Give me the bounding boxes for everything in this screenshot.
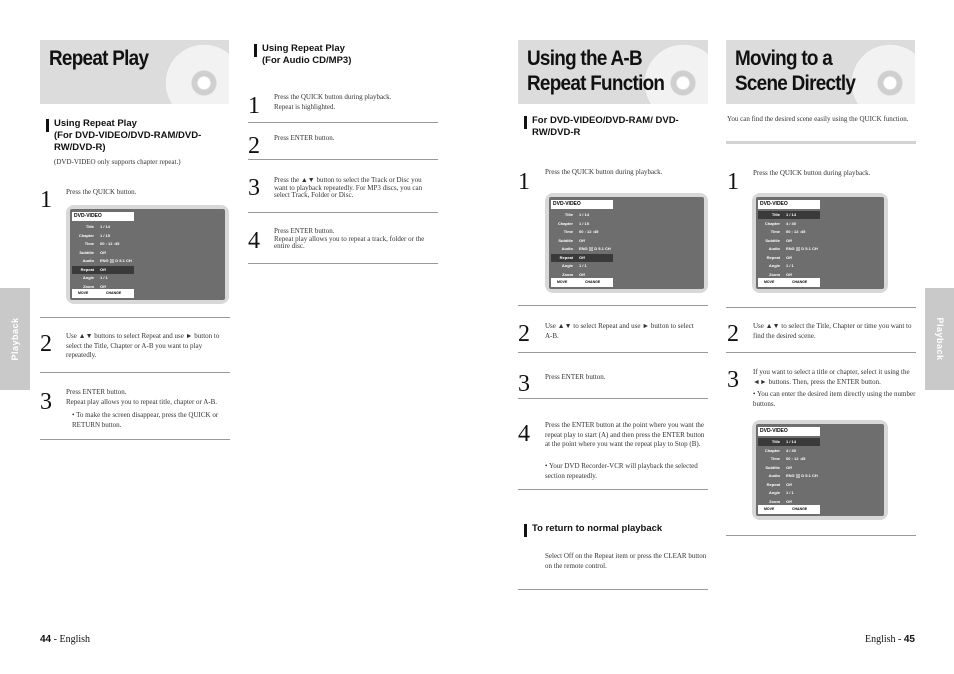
osd-header: DVD-VIDEO xyxy=(758,427,820,436)
osd-row-value: Off xyxy=(786,237,792,243)
page-number: 45 xyxy=(903,634,915,645)
osd-row xyxy=(758,447,820,455)
step-number: 2 xyxy=(518,321,530,347)
osd-row-value: ENG ▯▯ D 5.1 CH xyxy=(786,473,818,478)
section-note: (DVD-VIDEO only supports chapter repeat.) xyxy=(54,158,181,166)
osd-header: DVD-VIDEO xyxy=(758,200,820,209)
osd-row-value: Off xyxy=(100,283,106,289)
divider xyxy=(40,439,230,440)
page-title: Using the A-B Repeat Function xyxy=(527,47,665,95)
osd-header: DVD-VIDEO xyxy=(72,212,134,221)
divider xyxy=(726,141,916,144)
osd-row-value: 1 / 15 xyxy=(100,232,111,238)
divider xyxy=(248,122,438,123)
osd-row xyxy=(551,211,613,219)
step-number: 3 xyxy=(518,371,530,397)
osd-row-label: Subtitle xyxy=(558,237,573,243)
osd-row-label: Title xyxy=(771,212,780,217)
osd-row-label: Title xyxy=(564,212,573,217)
osd-row xyxy=(551,245,613,253)
osd-row-value: 4 / 40 xyxy=(786,220,797,226)
disc-graphic-icon xyxy=(165,44,229,104)
osd-row-label: Repeat xyxy=(80,266,94,272)
divider xyxy=(726,535,916,536)
osd-row-label: Time xyxy=(84,241,94,246)
step-text: Press ENTER button. xyxy=(274,134,335,142)
page-header-ab-repeat xyxy=(518,40,708,104)
osd-screen xyxy=(756,197,884,289)
osd-row-value: ENG ▯▯ D 5.1 CH xyxy=(579,246,611,251)
divider xyxy=(726,352,916,353)
divider xyxy=(40,372,230,373)
osd-row-label: Repeat xyxy=(766,254,780,260)
osd-row-value: 1 / 14 xyxy=(786,212,797,217)
osd-footer-change: CHANGE xyxy=(792,507,808,511)
osd-row-label: Repeat xyxy=(766,481,780,487)
osd-row-label: Angle xyxy=(768,263,780,268)
osd-row-label: Zoom xyxy=(769,498,780,504)
osd-row-value: 1 / 1 xyxy=(100,275,108,280)
osd-row-label: Chapter xyxy=(764,447,780,453)
osd-row-label: Audio xyxy=(768,246,780,251)
osd-row-value: 1 / 1 xyxy=(786,490,794,495)
side-tab-playback xyxy=(0,288,30,390)
osd-row-value: 00 : 12 :45 xyxy=(579,229,599,234)
osd-row-value: 1 / 1 xyxy=(786,263,794,268)
quick-menu-screenshot xyxy=(752,420,888,520)
osd-row-label: Audio xyxy=(82,258,94,263)
osd-row-label: Title xyxy=(85,224,94,229)
step-text: Press the QUICK button during playback. xyxy=(753,169,871,177)
footer-language: - English xyxy=(51,634,91,645)
section-heading: To return to normal playback xyxy=(532,523,663,534)
osd-footer xyxy=(551,278,613,287)
osd-row-label: Zoom xyxy=(83,283,94,289)
section-heading: For DVD-VIDEO/DVD-RAM/ DVD-RW/DVD-R xyxy=(532,115,702,139)
osd-footer-move: MOVE xyxy=(764,280,775,284)
step-text: Press the QUICK button. xyxy=(66,188,137,196)
osd-row-label: Subtitle xyxy=(79,249,94,255)
return-text: Select Off on the Repeat item or press the CLEAR button on the remote control. xyxy=(545,552,707,570)
osd-row xyxy=(758,472,820,480)
osd-row-value: 1 / 14 xyxy=(786,439,797,444)
divider xyxy=(518,305,708,306)
osd-footer-change: CHANGE xyxy=(792,280,808,284)
osd-row xyxy=(72,266,134,274)
step-number: 3 xyxy=(40,389,52,415)
page-title: Repeat Play xyxy=(49,47,149,70)
step-text: Press the QUICK button during playback. Repeat is highlighted. xyxy=(274,93,392,111)
osd-screen xyxy=(549,197,704,289)
osd-row-value: Off xyxy=(579,271,585,277)
osd-row-label: Time xyxy=(770,456,780,461)
osd-row-value: 1 / 1 xyxy=(579,263,587,268)
osd-row-label: Angle xyxy=(768,490,780,495)
osd-row-value: 00 : 12 :45 xyxy=(786,456,806,461)
step-text: Use ▲▼ buttons to select Repeat and use ► button to select the Title, Chapter or A-B you want to play repeatedly. xyxy=(66,332,220,359)
quick-menu-screenshot xyxy=(752,193,888,293)
osd-row-label: Chapter xyxy=(557,220,573,226)
divider xyxy=(248,212,438,213)
step-bullet: • Your DVD Recorder-VCR will playback the selected section repeatedly. xyxy=(545,462,698,480)
osd-row-value: Off xyxy=(579,254,585,260)
osd-row-value: 1 / 14 xyxy=(100,224,111,229)
osd-row-value: Off xyxy=(786,481,792,487)
osd-row-label: Angle xyxy=(561,263,573,268)
step-number: 1 xyxy=(727,169,739,195)
section-heading: Using Repeat Play (For DVD-VIDEO/DVD-RAM/DVD-RW/DVD-R) xyxy=(54,118,229,154)
page-number: 44 xyxy=(40,634,52,645)
osd-row xyxy=(758,262,820,270)
osd-row xyxy=(72,223,134,231)
osd-row-value: Off xyxy=(786,254,792,260)
osd-footer-move: MOVE xyxy=(557,280,568,284)
step-text: Press ENTER button. Repeat play allows you to repeat a track, folder or the entire disc. xyxy=(274,227,425,250)
section-heading: Using Repeat Play (For Audio CD/MP3) xyxy=(262,43,352,66)
osd-row-label: Chapter xyxy=(764,220,780,226)
osd-row-label: Audio xyxy=(768,473,780,478)
osd-row-value: Off xyxy=(786,498,792,504)
divider xyxy=(248,159,438,160)
osd-row-label: Zoom xyxy=(562,271,573,277)
osd-row xyxy=(758,211,820,219)
osd-row xyxy=(758,220,820,228)
step-text: Press the QUICK button during playback. xyxy=(545,168,663,176)
osd-footer xyxy=(758,278,820,287)
osd-row-label: Time xyxy=(770,229,780,234)
osd-row-value: ENG ▯▯ D 5.1 CH xyxy=(100,258,132,263)
osd-header: DVD-VIDEO xyxy=(551,200,613,209)
osd-row xyxy=(758,455,820,463)
quick-menu-screenshot xyxy=(545,193,708,293)
divider xyxy=(518,589,708,590)
osd-footer xyxy=(72,289,134,298)
osd-row-value: ENG ▯▯ D 5.1 CH xyxy=(786,246,818,251)
page-footer-left xyxy=(40,634,90,645)
divider xyxy=(518,398,708,399)
osd-row-value: Off xyxy=(100,249,106,255)
osd-screen xyxy=(756,424,884,516)
osd-footer-move: MOVE xyxy=(764,507,775,511)
footer-language: English - xyxy=(864,634,904,645)
step-number: 4 xyxy=(518,421,530,447)
osd-row-label: Title xyxy=(771,439,780,444)
osd-row-label: Chapter xyxy=(78,232,94,238)
step-number: 2 xyxy=(248,133,260,159)
osd-row xyxy=(758,245,820,253)
osd-row xyxy=(72,249,134,257)
step-bullet: • To make the screen disappear, press the QUICK or RETURN button. xyxy=(72,411,219,429)
osd-row-label: Time xyxy=(563,229,573,234)
divider xyxy=(248,263,438,264)
osd-row xyxy=(551,228,613,236)
osd-row xyxy=(551,262,613,270)
osd-row-label: Subtitle xyxy=(765,464,780,470)
osd-row xyxy=(551,254,613,262)
osd-row-value: 1 / 14 xyxy=(579,212,590,217)
page-footer-right xyxy=(865,634,915,645)
step-number: 2 xyxy=(40,331,52,357)
side-tab-playback xyxy=(925,288,954,390)
step-text: Press the ENTER button at the point where you want the repeat play to start (A) and then press the ENTER button at the point where you want the repeat play to Stop (B). xyxy=(545,421,705,448)
step-number: 1 xyxy=(40,187,52,213)
osd-row xyxy=(72,240,134,248)
side-tab-label: Playback xyxy=(934,317,945,361)
osd-row xyxy=(72,274,134,282)
osd-row-value: Off xyxy=(579,237,585,243)
osd-row-value: Off xyxy=(100,266,106,272)
osd-footer-change: CHANGE xyxy=(585,280,601,284)
osd-row xyxy=(551,237,613,245)
step-bullet: • You can enter the desired item directly using the number buttons. xyxy=(753,390,916,408)
divider xyxy=(40,317,230,318)
osd-row xyxy=(758,489,820,497)
step-text: Press ENTER button. Repeat play allows you to repeat title, chapter or A-B. xyxy=(66,388,218,406)
step-text: Use ▲▼ to select the Title, Chapter or time you want to find the desired scene. xyxy=(753,322,912,340)
page-header-scene xyxy=(726,40,915,104)
page-title: Moving to a Scene Directly xyxy=(735,47,856,95)
intro-text: You can find the desired scene easily using the QUICK function. xyxy=(727,115,909,123)
osd-row xyxy=(758,481,820,489)
divider xyxy=(726,307,916,308)
side-tab-label: Playback xyxy=(10,317,20,361)
quick-menu-screenshot xyxy=(66,205,229,304)
step-number: 4 xyxy=(248,228,260,254)
osd-row xyxy=(72,232,134,240)
osd-row-value: Off xyxy=(786,271,792,277)
osd-row-value: 4 / 40 xyxy=(786,447,797,453)
step-text: Press ENTER button. xyxy=(545,373,606,381)
step-number: 1 xyxy=(518,169,530,195)
osd-row xyxy=(72,257,134,265)
osd-row xyxy=(758,464,820,472)
osd-row xyxy=(758,438,820,446)
osd-row xyxy=(758,254,820,262)
osd-footer xyxy=(758,505,820,514)
osd-row-label: Zoom xyxy=(769,271,780,277)
osd-row-value: Off xyxy=(786,464,792,470)
osd-row-label: Audio xyxy=(561,246,573,251)
divider xyxy=(518,352,708,353)
osd-row xyxy=(758,228,820,236)
step-number: 2 xyxy=(727,321,739,347)
osd-row-value: 1 / 15 xyxy=(579,220,590,226)
osd-footer-move: MOVE xyxy=(78,291,89,295)
osd-row-label: Repeat xyxy=(559,254,573,260)
step-text: Press the ▲▼ button to select the Track or Disc you want to playback repeatedly. For MP3 discs, you can select Track, Folder or Disc. xyxy=(274,176,423,199)
osd-screen xyxy=(70,209,225,300)
osd-row xyxy=(758,237,820,245)
osd-row-value: 00 : 12 :45 xyxy=(100,241,120,246)
osd-footer-change: CHANGE xyxy=(106,291,122,295)
osd-row-label: Subtitle xyxy=(765,237,780,243)
step-number: 1 xyxy=(248,93,260,119)
step-number: 3 xyxy=(248,175,260,201)
step-number: 3 xyxy=(727,367,739,393)
page-header-repeat-play xyxy=(40,40,229,104)
step-text: Use ▲▼ to select Repeat and use ► button to select A-B. xyxy=(545,322,694,340)
osd-row-label: Angle xyxy=(82,275,94,280)
step-text: If you want to select a title or chapter, select it using the ◄► buttons. Then, press the ENTER button. xyxy=(753,368,910,386)
divider xyxy=(518,489,708,490)
osd-row-value: 00 : 12 :45 xyxy=(786,229,806,234)
osd-row xyxy=(551,220,613,228)
